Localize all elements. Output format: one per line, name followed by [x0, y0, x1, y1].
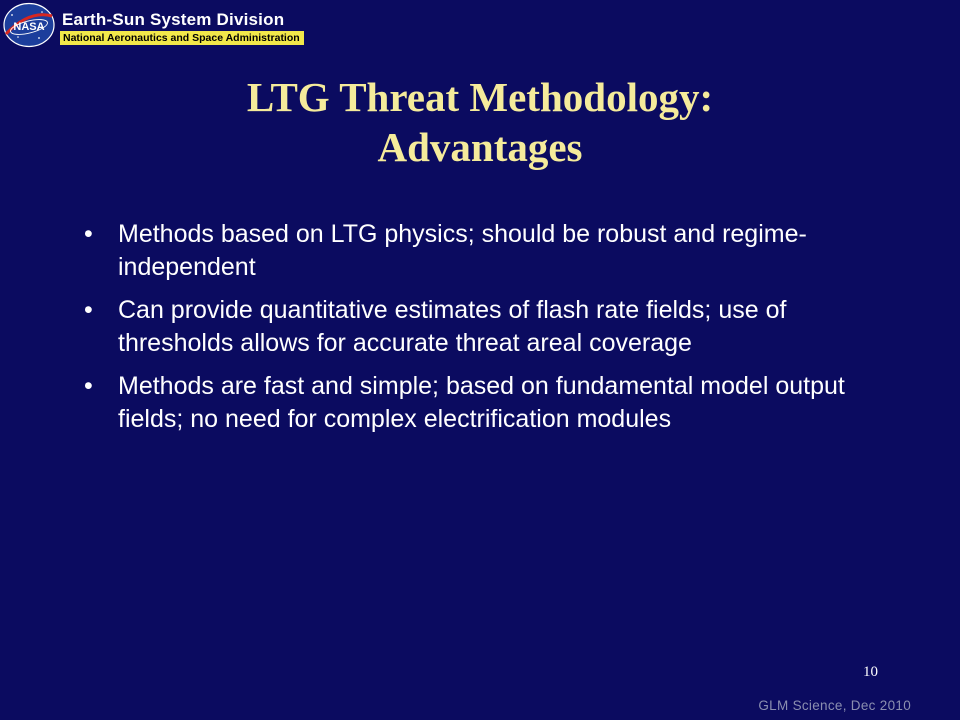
bullet-list [80, 218, 880, 446]
bullet-dot-icon: • [84, 296, 93, 324]
svg-text:NASA: NASA [13, 21, 45, 33]
title-line-1: LTG Threat Methodology: [246, 74, 714, 120]
bullet-text: Can provide quantitative estimates of flash rate fields; use of thresholds allows for accurate threat areal coverage [118, 296, 787, 357]
bullet-text: Methods are fast and simple; based on fundamental model output fields; no need for complex electrification modules [118, 372, 845, 433]
division-name: Earth-Sun System Division [62, 10, 285, 29]
slide-title [0, 72, 960, 172]
agency-banner: National Aeronautics and Space Administration [60, 31, 304, 45]
nasa-logo-icon [2, 2, 56, 48]
bullet-text: Methods based on LTG physics; should be robust and regime-independent [118, 220, 807, 281]
bullet-item [80, 370, 880, 436]
bullet-dot-icon: • [84, 372, 93, 400]
bullet-item [80, 218, 880, 284]
page-number: 10 [863, 664, 878, 680]
bullet-dot-icon: • [84, 220, 93, 248]
footer-text: GLM Science, Dec 2010 [758, 698, 911, 713]
bullet-item [80, 294, 880, 360]
title-line-2: Advantages [377, 124, 583, 170]
